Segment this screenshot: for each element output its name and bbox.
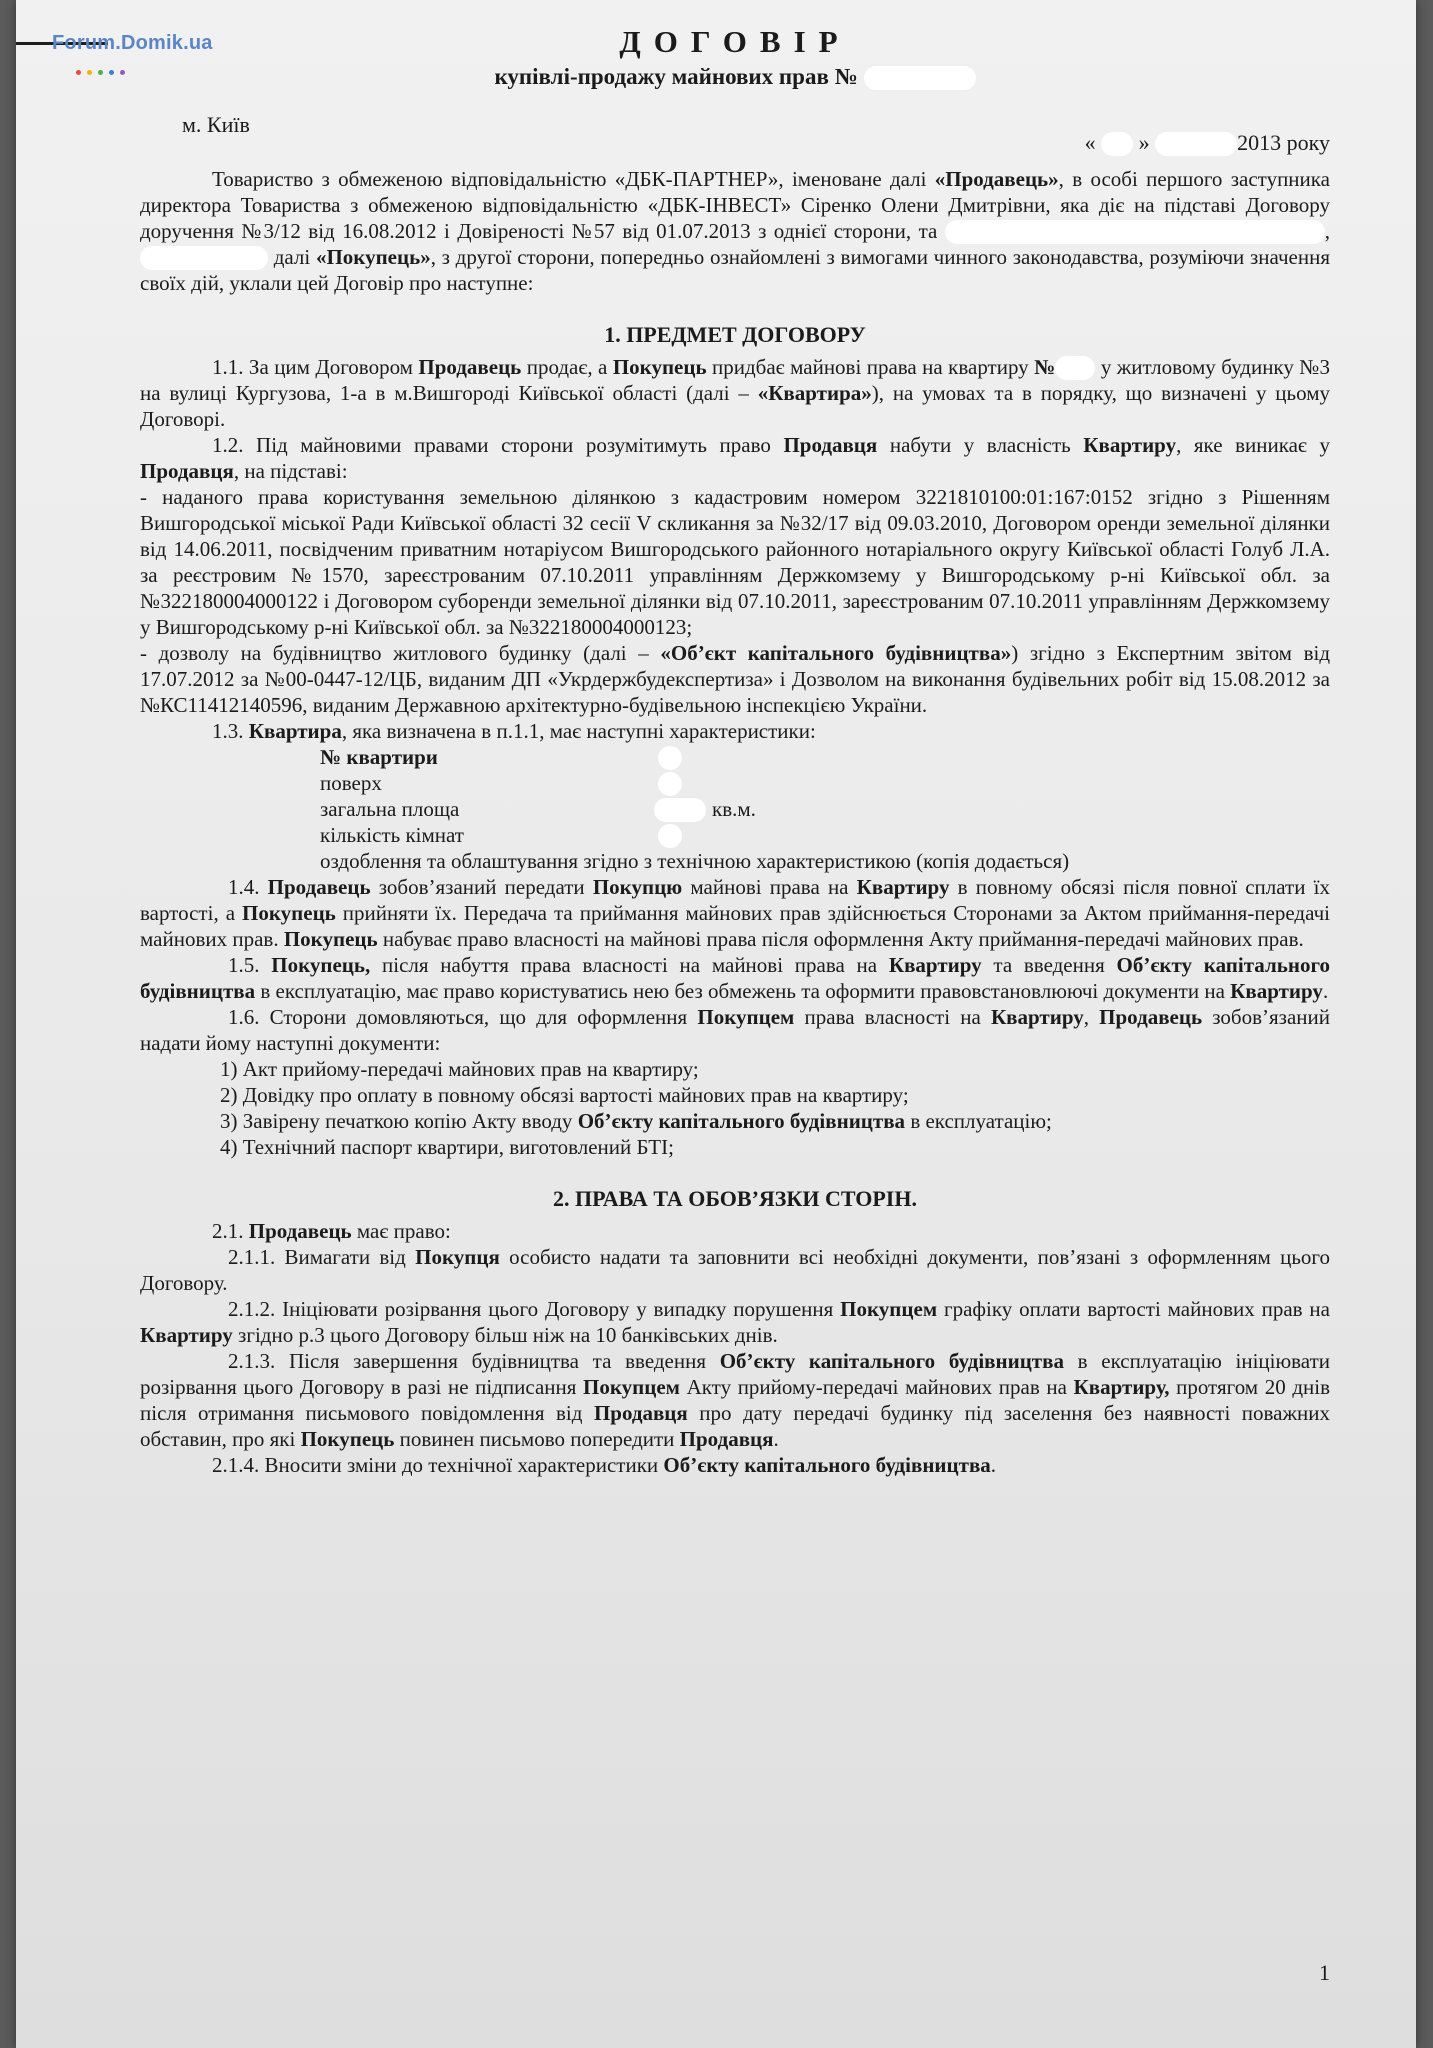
documents-list	[220, 1056, 1330, 1160]
clause-2-1-2: 2.1.2. Ініціювати розірвання цього Договору у випадку порушення Покупцем графіку оплати вартості майнових прав на Квартиру згідно р.3 цього Договору більш ніж на 10 банківських днів.	[140, 1297, 1330, 1347]
redacted-day	[1101, 132, 1133, 156]
list-item: 2) Довідку про оплату в повному обсязі вартості майнових прав на квартиру;	[220, 1083, 909, 1107]
clause-2-1-4: 2.1.4. Вносити зміни до технічної характеристики Об’єкту капітального будівництва.	[212, 1453, 997, 1477]
char-number-label: № квартири	[320, 745, 438, 769]
char-finish-row	[320, 848, 1330, 874]
watermark-text: Forum.Domik.ua	[52, 32, 213, 54]
clause-2-1-1: 2.1.1. Вимагати від Покупця особисто надати та заповнити всі необхідні документи, пов’язані з оформленням цього Договору.	[140, 1245, 1331, 1295]
section-1-heading: 1. ПРЕДМЕТ ДОГОВОРУ	[604, 322, 866, 347]
date-quote-close: »	[1138, 130, 1150, 155]
clause-1-2-permit: - дозволу на будівництво житлового будинку (далі – «Об’єкт капітального будівництва») згідно з Експертним звітом від 17.07.2012 за №00-0447-12/ЦБ, виданим ДП «Укрдержбудекспертиза» і Дозволом на виконання будівельних робіт від 15.08.2012 за №КС11412140596, виданим Державною архітектурно-будівельною інспекцією України.	[140, 641, 1331, 717]
char-floor-label: поверх	[320, 771, 382, 795]
char-area-label: загальна площа	[320, 797, 460, 821]
redacted-number-value	[658, 746, 682, 770]
city: м. Київ	[182, 112, 250, 137]
document-subtitle	[140, 62, 1330, 92]
document-page	[16, 0, 1416, 2048]
clause-1-5: 1.5. Покупець, після набуття права власності на майнові права на Квартиру та введення Об’єкту капітального будівництва в експлуатацію, має право користуватись нею без обмежень та оформити правовстановлюючі документи на Квартиру.	[140, 953, 1330, 1003]
list-item: 1) Акт прийому-передачі майнових прав на квартиру;	[220, 1057, 699, 1081]
list-item: 4) Технічний паспорт квартири, виготовлений БТІ;	[220, 1135, 674, 1159]
redacted-month	[1155, 132, 1237, 156]
clause-1-3: 1.3. Квартира, яка визначена в п.1.1, має наступні характеристики:	[212, 719, 816, 743]
clause-1-1: 1.1. За цим Договором Продавець продає, а Покупець придбає майнові права на квартиру № у житловому будинку №3 на вулиці Кургузова, 1-а в м.Вишгороді Київської області (далі – «Квартира»), на умовах та в порядку, що визначені у цьому Договорі.	[140, 355, 1330, 431]
section-2-heading: 2. ПРАВА ТА ОБОВ’ЯЗКИ СТОРІН.	[553, 1186, 917, 1211]
redacted-area-value	[654, 798, 706, 822]
list-item: 3) Завірену печаткою копію Акту вводу Об’єкту капітального будівництва в експлуатацію;	[220, 1109, 1052, 1133]
redacted-floor-value	[658, 772, 682, 796]
char-rooms-label: кількість кімнат	[320, 823, 464, 847]
watermark-dots	[76, 58, 131, 81]
clause-1-2-land: - наданого права користування земельною ділянкою з кадастровим номером 3221810100:01:167:0152 згідно з Рішенням Вишгородської міської Ради Київської області 32 сесії V скликання за №32/17 від 09.03.2010, Договором оренди земельної ділянки від 14.06.2011, посвідченим приватним нотаріусом Вишгородського районного нотаріального округу Київської області Голуб Л.А. за реєстровим №1570, зареєстрованим 07.10.2011 управлінням Держкомзему у Вишгородському р-ні Київської обл. за №322180004000122 і Договором суборенди земельної ділянки від 07.10.2011, зареєстрованим 07.10.2011 управлінням Держкомзему у Вишгородському р-ні Київської обл. за №322180004000123;	[140, 485, 1330, 639]
char-floor-row	[320, 770, 1330, 796]
char-rooms-row	[320, 822, 1330, 848]
char-finish-label: оздоблення та облаштування згідно з технічною характеристикою (копія додається)	[320, 849, 1070, 873]
clause-2-1-3: 2.1.3. Після завершення будівництва та введення Об’єкту капітального будівництва в експлуатацію ініціювати розірвання цього Договору в разі не підписання Покупцем Акту прийому-передачі майнових прав на Квартиру, протягом 20 днів після отримання письмового повідомлення від Продавця про дату передачі будинку під заселення без наявності поважних обставин, про які Покупець повинен письмово попередити Продавця.	[140, 1349, 1330, 1451]
document-date	[1085, 130, 1330, 156]
clause-2-1: 2.1. Продавець має право:	[212, 1219, 451, 1243]
redacted-buyer-name	[945, 220, 1325, 244]
document-body	[140, 22, 1330, 1478]
char-area-row	[320, 796, 1330, 822]
date-line	[182, 112, 1330, 166]
clause-1-6: 1.6. Сторони домовляються, що для оформлення Покупцем права власності на Квартиру, Продавець зобов’язаний надати йому наступні документи:	[140, 1005, 1331, 1055]
subtitle-text: купівлі-продажу майнових прав №	[494, 64, 858, 89]
redacted-buyer-id	[140, 246, 268, 270]
document-title: ДОГОВІР	[619, 24, 851, 59]
redacted-apartment-number	[1055, 356, 1095, 380]
apartment-characteristics	[320, 744, 1330, 874]
redacted-contract-number	[864, 66, 976, 90]
char-number-row	[320, 744, 1330, 770]
clause-1-4: 1.4. Продавець зобов’язаний передати Покупцю майнові права на Квартиру в повному обсязі після повної сплати їх вартості, а Покупець прийняти їх. Передача та приймання майнових прав здійснюється Сторонами за Актом приймання-передачі майнових прав. Покупець набуває право власності на майнові права після оформлення Акту приймання-передачі майнових прав.	[140, 875, 1330, 951]
intro-paragraph: Товариство з обмеженою відповідальністю «ДБК-ПАРТНЕР», іменоване далі «Продавець», в особі першого заступника директора Товариства з обмеженою відповідальністю «ДБК-ІНВЕСТ» Сіренко Олени Дмитрівни, яка діє на підставі Договору доручення №3/12 від 16.08.2012 і Довіреності №57 від 01.07.2013 з однієї сторони, та , далі «Покупець», з другої сторони, попередньо ознайомлені з вимогами чинного законодавства, розуміючи значення своїх дій, уклали цей Договір про наступне:	[140, 167, 1330, 295]
date-year: 2013 року	[1237, 130, 1330, 155]
char-area-unit: кв.м.	[712, 797, 756, 821]
clause-1-2: 1.2. Під майновими правами сторони розумітимуть право Продавця набути у власність Квартиру, яке виникає у Продавця, на підставі:	[140, 433, 1331, 483]
date-quote-open: «	[1084, 130, 1096, 155]
page-number: 1	[1319, 1960, 1330, 1985]
redacted-rooms-value	[658, 824, 682, 848]
